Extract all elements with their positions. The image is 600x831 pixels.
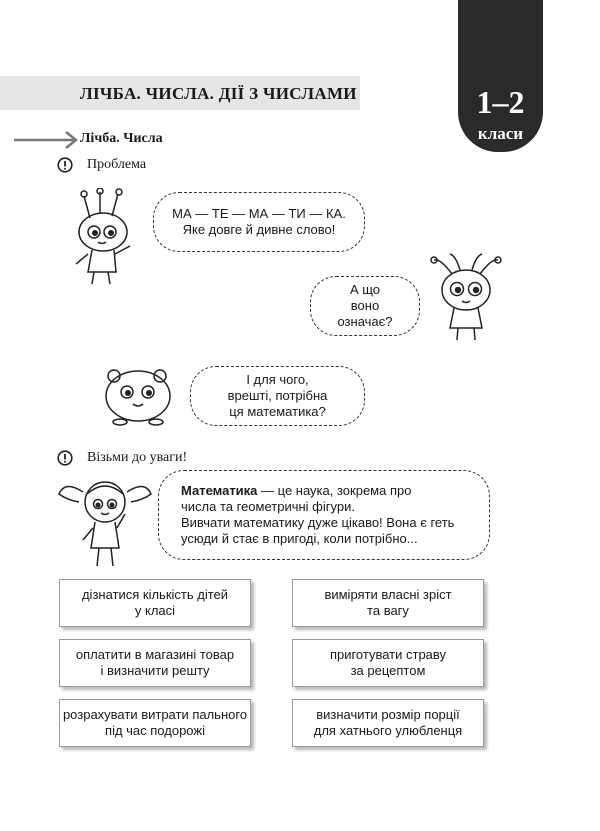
hamster-character-illustration: [100, 362, 176, 428]
definition-term: Математика: [181, 483, 258, 498]
use-case-card: приготувати страву за рецептом: [292, 639, 484, 687]
section-title: Лічба. Числа: [80, 131, 163, 146]
use-case-card: визначити розмір порції для хатнього улюбленця: [292, 699, 484, 747]
grade-word: класи: [477, 124, 524, 143]
speech-bubble-1: [153, 192, 365, 252]
bug-character-illustration: [430, 250, 504, 342]
use-case-card: розрахувати витрати пального під час подорожі: [59, 699, 251, 747]
use-case-card: виміряти власні зріст та вагу: [292, 579, 484, 627]
page-title: ЛІЧБА. ЧИСЛА. ДІЇ З ЧИСЛАМИ: [80, 84, 357, 103]
grade-tab: [458, 0, 543, 152]
speech-bubble-1-text: МА — ТЕ — МА — ТИ — КА. Яке довге й дивне слово!: [172, 206, 346, 237]
exclamation-circle-icon: [57, 450, 73, 466]
use-case-card: дізнатися кількість дітей у класі: [59, 579, 251, 627]
definition-bubble: [158, 470, 490, 560]
arrow-right-icon: [14, 131, 80, 149]
attention-label: Візьми до уваги!: [87, 450, 188, 465]
speech-bubble-2: [310, 276, 420, 336]
alien-character-illustration: [70, 188, 142, 288]
exclamation-circle-icon: [57, 157, 73, 173]
definition-body: — це наука, зокрема про числа та геометричні фігури. Вивчати математику дуже цікаво! Вона є геть усюди й стає в пригоді, коли потрібно...: [181, 483, 455, 546]
definition-text: [181, 483, 454, 547]
speech-bubble-3-text: І для чого, врешті, потрібна ця математика?: [227, 372, 328, 419]
speech-bubble-2-text: А що воно означає?: [337, 282, 393, 329]
speech-bubble-3: [190, 366, 365, 426]
grade-number: 1–2: [476, 84, 525, 120]
problem-label: Проблема: [87, 157, 147, 172]
girl-character-illustration: [55, 470, 155, 570]
use-case-card: оплатити в магазині товар і визначити решту: [59, 639, 251, 687]
